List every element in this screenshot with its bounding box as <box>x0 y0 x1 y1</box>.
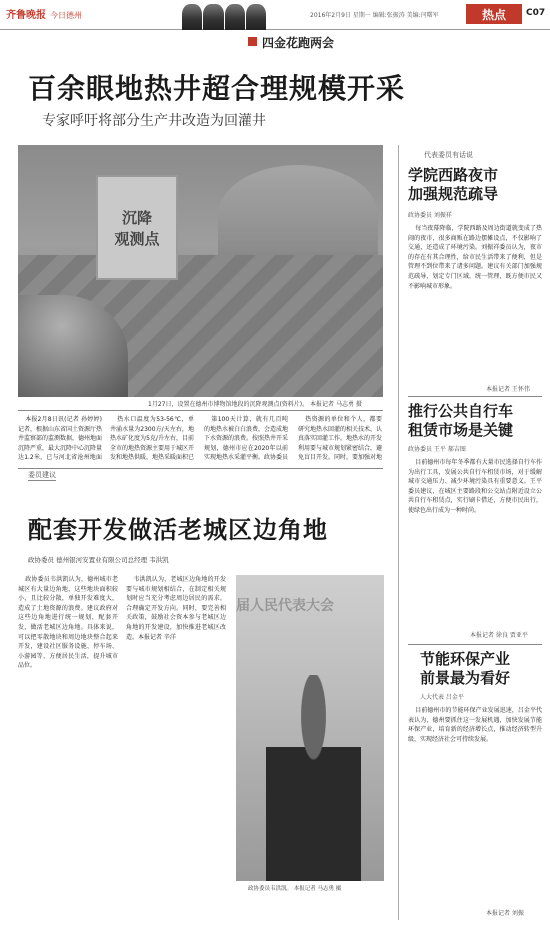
second-section-label: 委员建议 <box>28 471 56 479</box>
second-body-col-1 <box>18 575 118 920</box>
paragraph: 目前德州市的节能环保产业发展迅速，吕金平代表认为，德州要抓住这一发展机遇，加快发展节能环保产业，培育新的经济增长点，推动经济转型升级，实现经济社会可持续发展。 <box>408 707 542 743</box>
masthead <box>0 0 550 30</box>
main-photo <box>18 145 383 397</box>
divider <box>408 644 542 645</box>
newspaper-brand <box>6 6 82 21</box>
sidebar1-headline: 学院西路夜市 加强规范疏导 <box>408 166 499 203</box>
paragraph: 第100天计算，就有几百吨的地热水被白白浪费，会造成地下水资源的浪费。按照热井开采规划，德州市应在2020年以前实现地热水采灌平衡。政协委员 <box>204 416 288 462</box>
paragraph: 每当夜幕降临，学院西路及周边街道就变成了热闹的夜市，很多商贩在路边摆摊设点，不仅影响了交通，还造成了环境污染。刘振祥委员认为，夜市的存在有其合理性，给市民生活带来了便利，但是管理不到位带来了诸多问题。建议有关部门加强规范疏导，划定专门区域，统一管理，既方便市民又不影响城市形象。 <box>408 225 542 290</box>
paragraph: 热水口温度为53-56℃，单井涌水量为2300方/天左右，地热水矿化度为5克/升左右，目前全市的地热资源主要用于城区开发和地热供暖，地热采暖面积已 <box>110 416 194 462</box>
section-badge: 热点 <box>466 4 522 24</box>
main-headline: 百余眼地热井超合理规模开采 <box>28 72 406 105</box>
sidebar1-footer: 本报记者 王怀伟 <box>486 386 530 393</box>
sidebar1-body <box>408 224 542 374</box>
second-body-col-2 <box>126 575 226 920</box>
sign-line-1: 沉降 <box>121 208 152 227</box>
sidebar3-body <box>408 706 542 902</box>
paragraph: 目前德州市每年冬季都有大量市民选择自行车作为出行工具，发展公共自行车租赁市场，对于缓解城市交通压力、减少环境污染具有重要意义。王平委员建议，在城区主要路段和公交站点附近设立公共自行车租赁点，实行刷卡借还，方便市民出行，使绿色出行成为一种时尚。 <box>408 459 542 514</box>
main-body-col-2 <box>110 415 194 463</box>
sidebar-section-tag: 代表委员有话说 <box>424 151 473 159</box>
photo-banner-text: 届人民代表大会 <box>236 598 334 614</box>
paragraph: 韦洪凯认为，老城区边角地的开发要与城市规划相结合，在制定相关规划时应当充分考虑周边居民的需求，合理确定开发方向。同时，要完善相关政策，鼓励社会资本参与老城区边角地的开发建设，加快推进老城区改造。本报记者 辛洋 <box>126 576 226 641</box>
second-photo <box>236 575 384 881</box>
photo-person <box>266 675 361 881</box>
brand-edition: 今日德州 <box>50 11 82 20</box>
divider <box>18 468 383 469</box>
header-photo-strip <box>182 4 266 30</box>
brand-name: 齐鲁晚报 <box>6 10 46 21</box>
header-portrait <box>203 4 223 30</box>
sidebar2-footer: 本报记者 徐良 贾亚平 <box>470 632 528 639</box>
main-body-col-3 <box>204 415 288 463</box>
sidebar3-footer: 本报记者 刘振 <box>486 910 524 917</box>
page-number: C07 <box>526 8 546 18</box>
dateline: 2016年2月9日 星期一 编辑:张振涛 美编:闫曙军 <box>310 12 439 19</box>
main-body-col-4 <box>298 415 382 463</box>
paragraph: 政协委员韦洪凯认为，德州城市老城区有大量边角地，这些地块面积较小，且比较分散，单独开发难度大，造成了土地资源的浪费。建议政府对这些边角地进行统一规划，配套开发，做活老城区边角地。具体来说，可以把零散地块和周边地块整合起来开发，建设社区服务设施、停车场、小游园等，方便居民生活，提升城市品位。 <box>18 576 118 670</box>
main-subhead: 专家呼吁将部分生产井改造为回灌井 <box>42 113 266 129</box>
paragraph: 本报2月8日讯(记者 孙婷婷)记者，根据山东省国土资源厅热井监察部的监测数据，德州地面沉降严重，最大沉降中心沉降量达1.2米，已与河北省沧州地面 <box>18 416 102 462</box>
second-photo-caption: 政协委员韦洪凯。 本报记者 马志勇 摄 <box>248 886 342 892</box>
column-divider <box>398 145 399 920</box>
divider <box>408 396 542 397</box>
settlement-sign <box>96 175 178 280</box>
column-tag: 四金花跑两会 <box>262 36 335 50</box>
divider <box>18 410 383 411</box>
paragraph: 热资源的单位和个人，都要研究地热水回灌的相关技术，认真落实回灌工作。地热水的开发利用要与城市规划紧密结合，避免盲目开发。同时，要加强对地 <box>298 416 382 462</box>
header-portrait <box>225 4 245 30</box>
sidebar3-byline: 人大代表 吕金平 <box>420 694 464 701</box>
photo-stadium <box>218 165 378 265</box>
header-portrait <box>246 4 266 30</box>
header-portrait <box>182 4 202 30</box>
second-headline: 配套开发做活老城区边角地 <box>28 516 328 544</box>
sidebar2-headline: 推行公共自行车 租赁市场是关键 <box>408 402 514 439</box>
sidebar2-body <box>408 458 542 626</box>
sidebar1-byline: 政协委员 刘振祥 <box>408 212 452 219</box>
sidebar3-headline: 节能环保产业 前景最为看好 <box>420 650 511 687</box>
main-photo-caption: 1月27日，设置在德州市博物馆地段的沉降观测点(资料片)。 本报记者 马志勇 摄 <box>148 401 362 408</box>
second-byline: 政协委员 德州银河安置业有限公司总经理 韦洪凯 <box>28 556 169 564</box>
main-body-col-1 <box>18 415 102 463</box>
sidebar2-byline: 政协委员 王平 郝吉图 <box>408 446 466 453</box>
sign-line-2: 观测点 <box>114 229 160 248</box>
